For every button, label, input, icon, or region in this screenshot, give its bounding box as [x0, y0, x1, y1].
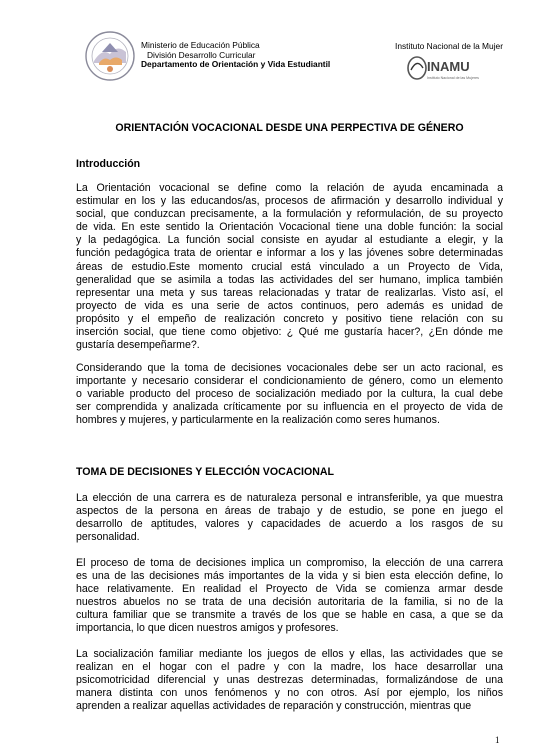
text-line: proyecto de vida es una serie de actos continuos, pero además es unidad de [76, 299, 503, 312]
text-line: realizan en el hogar con el padre y con la madre, los hace desarrollar una [76, 661, 503, 674]
paragraph [76, 492, 503, 544]
department-name: Departamento de Orientación y Vida Estudiantil [141, 59, 331, 70]
document-title: ORIENTACIÓN VOCACIONAL DESDE UNA PERPECTIVA DE GÉNERO [115, 122, 464, 134]
text-line: es una de las decisiones más importantes de la vida y si bien esta elección define, lo [76, 570, 503, 583]
text-line: aspectos de la persona en áreas de trabajo y de estudio, se pone en juego el [76, 505, 503, 518]
text-line: de vida. En este sentido la Orientación Vocacional tiene una doble función: la social [76, 221, 503, 234]
text-line: cultura familiar que se transmite a través de los que se hable en casa, a que se da [76, 609, 503, 622]
section-heading-introduccion: Introducción [76, 158, 141, 170]
text-line: aprenden a realizar aquellas actividades de reparación y construcción, mientras que [76, 700, 472, 713]
paragraph [76, 557, 503, 636]
text-line: hace relativamente. En realidad el Proyecto de Vida se comienza armar desde [76, 583, 503, 596]
text-line: representar una meta y sus tareas relacionadas y tratar de realizarlas. Visto así, el [76, 286, 503, 299]
text-line: estimular en los y las educandos/as, procesos de afirmación y desarrollo individual y [76, 195, 503, 208]
letterhead [0, 0, 543, 90]
text-line: importancia, lo que dicen nuestros amigos y profesores. [76, 622, 339, 635]
text-line: personalidad. [76, 531, 140, 544]
text-line: hombres y mujeres, y particularmente en la realización como seres humanos. [76, 414, 440, 427]
text-line: importante y necesario considerar el condicionamiento de género, como un elemento [76, 375, 503, 388]
text-line: áreas de estudio.Este momento crucial está vinculado a un Proyecto de Vida, [76, 260, 503, 273]
division-name: División Desarrollo Curricular [147, 49, 256, 60]
text-line: La elección de una carrera es de naturaleza personal e intransferible, ya que muestra [76, 492, 503, 504]
text-line: manera distinta con unos fenómenos y no con otros. Así por ejemplo, los niños [76, 687, 503, 700]
paragraph [76, 362, 503, 427]
svg-text:Instituto Nacional de las Muje: Instituto Nacional de las Mujeres [427, 76, 479, 80]
text-line: propósito y el empeño de realización concreto y positivo tiene relación con su [76, 312, 503, 325]
ministry-header [141, 41, 330, 70]
mep-seal-logo-icon [84, 30, 136, 82]
text-line: Considerando que la toma de decisiones vocacionales debe ser un acto racional, es [76, 362, 503, 374]
text-line: psicomotricidad diferencial y unas destrezas determinadas, formalizándose de una [76, 674, 503, 687]
text-line: La Orientación vocacional se define como la relación de ayuda encaminada a [76, 182, 503, 194]
paragraph [76, 182, 503, 352]
text-line: nuestros abuelos no se trata de una decisión autoritaria de la familia, si no de la [76, 596, 503, 609]
svg-text:INAMU: INAMU [427, 59, 470, 74]
text-line: generalidad que se asimila a todas las actividades del ser humano, implica también [76, 273, 503, 286]
text-line: gustaría desempeñarme?. [76, 339, 200, 352]
text-line: social, que conduzcan precisamente, a la formulación y reformulación, de su proyecto [76, 208, 503, 221]
institute-name: Instituto Nacional de la Mujer [395, 41, 503, 51]
text-line: desarrollo de aptitudes, valores y capacidades de acuerdo a los rasgos de su [76, 518, 503, 531]
text-line: y la pedagógica. La función social consiste en ayudar al estudiante a elegir, y la [76, 234, 503, 247]
text-line: El proceso de toma de decisiones implica un compromiso, la elección de una carrera [76, 557, 503, 569]
text-line: La socialización familiar mediante los juegos de ellos y ellas, las actividades que se [76, 648, 503, 660]
ministry-name: Ministerio de Educación Pública [141, 40, 260, 50]
paragraph [76, 648, 503, 713]
text-line: ser comprendida y analizada críticamente por su influencia en el proyecto de vida de [76, 401, 503, 414]
inamu-logo-icon [405, 54, 483, 82]
text-line: o variable producto del proceso de socialización mediado por la cultura, la cual debe [76, 388, 503, 401]
section-heading-toma-decisiones: TOMA DE DECISIONES Y ELECCIÓN VOCACIONAL [76, 466, 335, 478]
text-line: inserción social, que tiene como objetivo: ¿ Qué me gustaría hacer?, ¿En dónde me [76, 326, 503, 339]
page-number: 1 [495, 735, 500, 745]
text-line: función pedagógica trata de orientar e informar a los y las jóvenes sobre determinadas [76, 247, 503, 260]
